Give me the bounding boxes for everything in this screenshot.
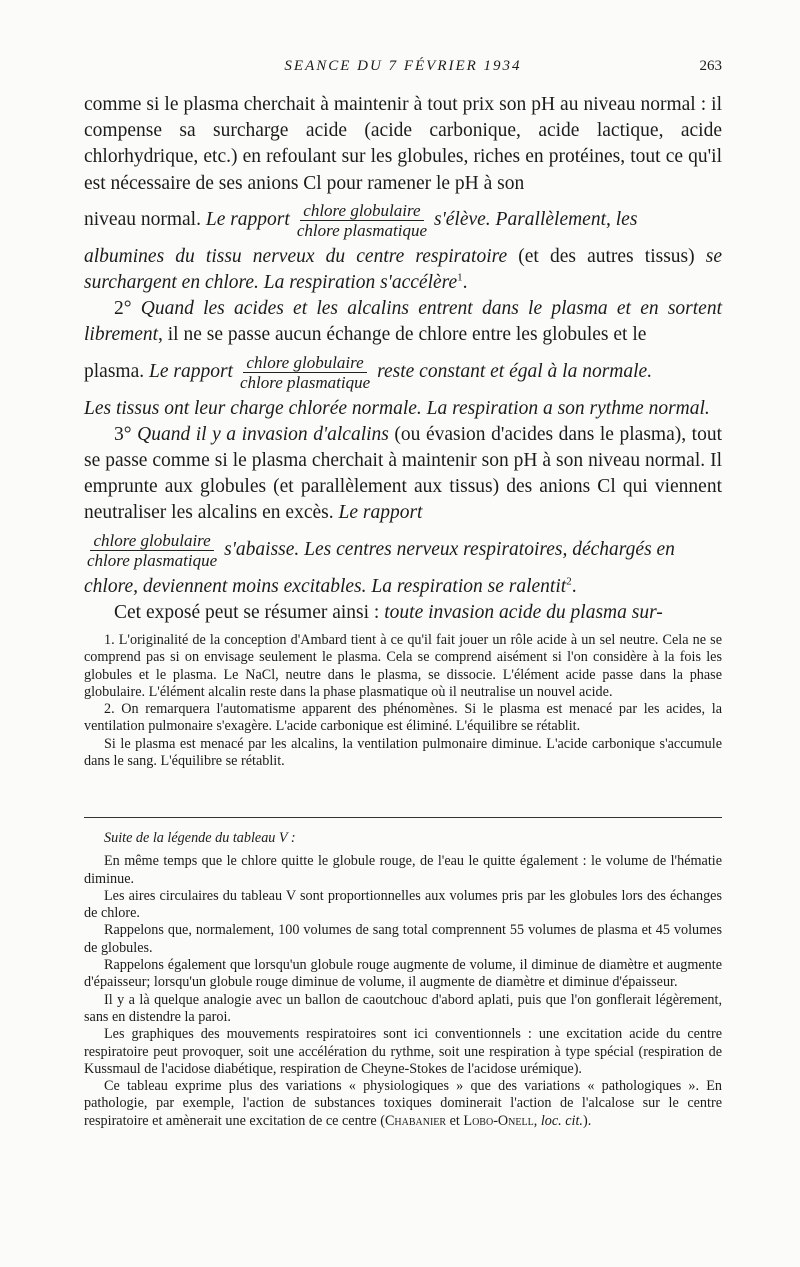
legend-last-text: Ce tableau exprime plus des variations « physiologiques » que des variations « pathologiques ». En pathologie, par exemple, l'action de substances toxiques dominerait l'action de l'alcalose sur le centre respiratoire et amènerait une excitation de ce centre ( xyxy=(84,1078,722,1129)
p3-after-frac: s'abaisse. Les centres nerveux respiratoires, déchargés en xyxy=(224,539,675,561)
legend-paragraph: Rappelons que, normalement, 100 volumes de sang total comprennent 55 volumes de plasma et 45 volumes de globules. xyxy=(84,922,722,956)
cite-loc: loc. cit. xyxy=(540,1112,583,1129)
p3-num: 3° xyxy=(114,423,132,445)
page-number: 263 xyxy=(699,58,722,74)
paragraph-1-tail xyxy=(84,244,722,296)
legend-paragraph-last: Ce tableau exprime plus des variations « physiologiques » que des variations « pathologiques ». En pathologie, par exemple, l'action de substances toxiques dominerait l'action de l'alcalose sur le centre respiratoire et amènerait une excitation de ce centre (Chabanier et Lobo-Onell, loc. cit.). xyxy=(84,1078,722,1129)
p2-fraction-line xyxy=(84,353,722,392)
cite-close: ). xyxy=(582,1112,592,1129)
fraction-numerator: chlore globulaire xyxy=(243,353,366,373)
cite-author-chabanier: Chabanier xyxy=(384,1112,447,1129)
legend-paragraph: Les graphiques des mouvements respiratoires sont ici conventionnels : une excitation acide du centre respiratoire peut provoquer, soit une accélération du rythme, soit une respiration à type spécial (respiration de Kussmaul de l'acidose diabétique, respiration de Cheyne-Stokes de l'acidose urémique). xyxy=(84,1026,722,1077)
paragraph-2 xyxy=(84,296,722,348)
ratio-fraction xyxy=(237,353,373,392)
legend-paragraph: Il y a là quelque analogie avec un ballon de caoutchouc d'abord aplati, puis que l'on gonflerait légèrement, sans en distendre la paroi. xyxy=(84,991,722,1025)
paragraph-3-last xyxy=(84,574,722,600)
p1-tail-normal: (et des autres tissus) xyxy=(507,245,706,267)
p3-italic: Quand il y a invasion d'alcalins xyxy=(137,423,389,445)
p1-tail-italic-a: albumines du tissu nerveux du centre respiratoire xyxy=(84,245,508,267)
p1-text: comme si le plasma cherchait à maintenir à tout prix son pH au niveau normal : il compense sa surcharge acide (acide carbonique, acide lactique, acide chlorhydrique, etc.) en refoulant sur les globules, riches en protéines, tout ce qu'il est nécessaire de ses anions Cl pour ramener le pH à son xyxy=(84,94,722,194)
p1-fraction-line xyxy=(84,201,722,240)
footnote-ref-2: 2 xyxy=(566,575,572,588)
p2-le-rapport: Le rapport xyxy=(148,361,233,383)
p1-le-rapport: Le rapport xyxy=(205,209,290,231)
paragraph-2-last xyxy=(84,396,722,422)
p3-end: . xyxy=(571,575,577,597)
p3-rest: (ou évasion d'acides dans le plasma), tout se passe comme si le plasma cherchait à maintenir son pH à son niveau normal. Il emprunte aux globules (et parallèlement aux tissus) des anions Cl qui viennent neutraliser les alcalins en excès. xyxy=(84,423,722,524)
p1-before-frac: niveau normal. xyxy=(84,209,201,231)
legend-paragraph: En même temps que le chlore quitte le globule rouge, de l'eau le quitte également : le volume de l'hématie diminue. xyxy=(84,853,722,887)
p2-rest: , il ne se passe aucun échange de chlore entre les globules et le xyxy=(158,324,647,346)
cite-and: et xyxy=(446,1112,464,1129)
footnote-1: 1. L'originalité de la conception d'Ambard tient à ce qu'il fait jouer un rôle acide à un sel neutre. Cela ne se comprend pas si on envisage seulement le plasma. Cela se comprend aisément si l'on considère à la fois les globules et le plasma. Le NaCl, neutre dans le plasma, se dissocie. L'élément acide passe dans la phase globulaire. L'élément alcalin reste dans la phase plasmatique où il neutralise un nouvel acide. xyxy=(84,632,722,700)
paragraph-1 xyxy=(84,92,722,197)
footnote-2: 2. On remarquera l'automatisme apparent des phénomènes. Si le plasma est menacé par les acides, la ventilation pulmonaire s'exagère. L'acide carbonique est éliminé. L'équilibre se rétablit. xyxy=(84,701,722,735)
page-header xyxy=(84,58,722,82)
p3-last: chlore, deviennent moins excitables. La respiration se ralentit xyxy=(84,575,567,597)
p4-normal: Cet exposé peut se résumer ainsi : xyxy=(114,601,385,623)
ratio-fraction xyxy=(294,201,430,240)
p1-tail-italic-b: se surchargent en chlore. La respiration s'accélère xyxy=(84,245,723,294)
p4-italic: toute invasion acide du plasma sur- xyxy=(384,601,663,623)
running-head: SEANCE DU 7 FÉVRIER 1934 xyxy=(284,58,522,74)
main-text xyxy=(84,92,722,626)
fraction-denominator: chlore plasmatique xyxy=(296,220,427,240)
p2-last: Les tissus ont leur charge chlorée normale. La respiration a son rythme normal. xyxy=(84,397,710,419)
paragraph-4 xyxy=(84,600,722,626)
fraction-denominator: chlore plasmatique xyxy=(239,372,371,392)
paragraph-3 xyxy=(84,422,722,527)
fraction-numerator: chlore globulaire xyxy=(90,531,213,551)
footnote-ref-1: 1 xyxy=(457,271,463,284)
p2-after-frac: reste constant et égal à la normale. xyxy=(377,361,653,383)
fraction-numerator: chlore globulaire xyxy=(300,201,423,221)
separator-rule xyxy=(84,817,722,818)
p2-num: 2° xyxy=(114,298,132,320)
legend-heading: Suite de la légende du tableau V : xyxy=(104,830,296,846)
footnotes xyxy=(84,632,722,770)
ratio-fraction xyxy=(84,531,220,570)
p2-italic: Quand les acides et les alcalins entrent dans le plasma et en sortent librement xyxy=(84,298,722,346)
legend-paragraph: Rappelons également que lorsqu'un globule rouge augmente de volume, il diminue de diamètre et augmente d'épaisseur; lorsqu'un globule rouge diminue de volume, il augmente de diamètre et diminue d'épaisseur. xyxy=(84,957,722,991)
p3-le-rapport: Le rapport xyxy=(338,502,423,524)
table-legend-continuation xyxy=(84,830,722,1130)
footnote-2-continued: Si le plasma est menacé par les alcalins, la ventilation pulmonaire diminue. L'acide carbonique s'accumule dans le sang. L'équilibre se rétablit. xyxy=(84,735,722,770)
p1-end: . xyxy=(462,272,468,294)
cite-author-lobo-onell: Lobo-Onell xyxy=(463,1112,534,1129)
fraction-denominator: chlore plasmatique xyxy=(87,550,218,570)
p1-after-frac: s'élève. Parallèlement, les xyxy=(433,209,638,231)
p2-before-frac: plasma. xyxy=(84,361,145,383)
p3-fraction-line xyxy=(84,531,722,570)
legend-paragraph: Les aires circulaires du tableau V sont proportionnelles aux volumes pris par les globules lors des échanges de chlore. xyxy=(84,887,722,922)
